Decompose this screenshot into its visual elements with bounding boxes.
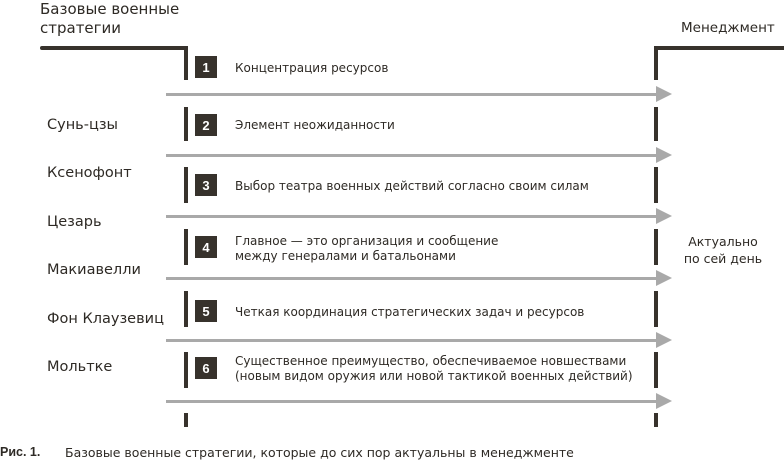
left-tick [184,167,188,203]
arrowhead-icon [656,208,672,224]
strategy-text: Четкая координация стратегических задач и ресурсов [235,305,585,319]
strategist-name: Фон Клаузевиц [47,311,164,327]
strategy-text: Выбор театра военных действий согласно своим силам [235,179,589,193]
left-tick [184,413,188,427]
left-bracket-vertical [184,46,188,80]
arrowhead-icon [656,147,672,163]
strategist-name: Мольтке [47,359,113,375]
caption-label: Рис. 1. [0,445,41,459]
right-tick [654,413,658,427]
arrow-line [166,339,658,342]
left-bracket-horizontal [40,46,188,50]
strategy-number-badge: 6 [195,357,217,379]
right-tick [654,107,658,141]
right-bracket-vertical [654,46,658,80]
caption-text: Базовые военные стратегии, которые до сих пор актуальны в менеджменте [65,445,574,460]
right-tick [654,167,658,203]
strategy-number-badge: 3 [195,174,217,196]
left-tick [184,352,188,388]
strategy-text: Элемент неожиданности [235,118,395,132]
strategist-name: Цезарь [47,214,102,230]
left-tick [184,291,188,327]
right-tick [654,352,658,388]
strategy-number-badge: 5 [195,300,217,322]
arrowhead-icon [656,270,672,286]
strategy-text: Концентрация ресурсов [235,61,389,75]
arrow-line [166,215,658,218]
strategist-name: Ксенофонт [47,165,132,181]
right-tick [654,229,658,265]
left-header-line2: стратегии [40,19,122,37]
strategy-number-badge: 1 [195,56,217,78]
strategy-text: Главное — это организация и сообщение между генералами и батальонами [235,234,499,263]
right-tick [654,291,658,327]
arrow-line [166,93,658,96]
left-header-line1: Базовые военные [40,0,180,18]
strategist-name: Сунь-цзы [47,117,118,133]
strategy-text: Существенное преимущество, обеспечиваемое новшествами (новым видом оружия или новой тактикой военных действий) [235,354,633,383]
arrow-line [166,277,658,280]
right-bracket-horizontal [654,46,784,50]
strategy-number-badge: 2 [195,114,217,136]
arrow-line [166,154,658,157]
left-tick [184,107,188,141]
left-header-title [40,0,179,38]
arrowhead-icon [656,393,672,409]
right-header-title: Менеджмент [681,20,775,36]
left-tick [184,229,188,265]
arrow-line [166,400,658,403]
arrowhead-icon [656,86,672,102]
right-note: Актуально по сей день [683,234,763,266]
strategy-number-badge: 4 [195,236,217,258]
arrowhead-icon [656,332,672,348]
strategist-name: Макиавелли [47,262,141,278]
